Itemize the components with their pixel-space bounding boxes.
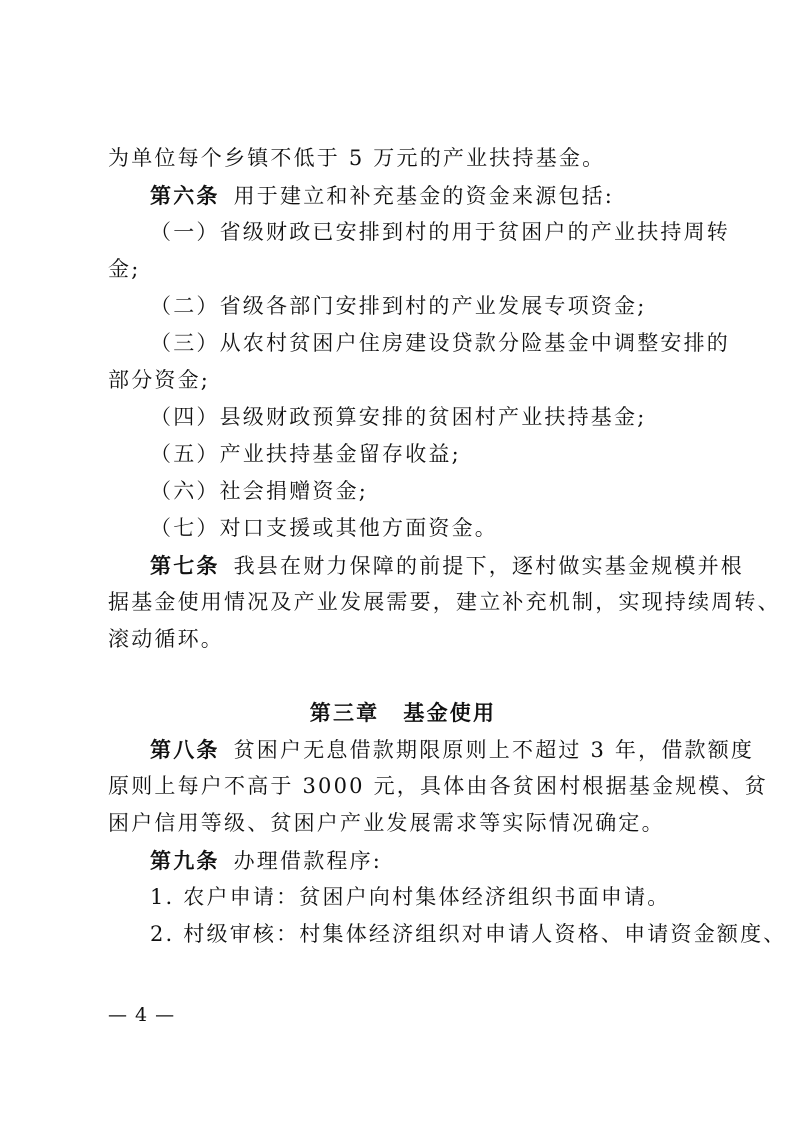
article-7-text-end: 滚动循环。	[108, 627, 224, 651]
chapter-number: 第三章	[309, 700, 380, 725]
article-9	[108, 842, 698, 879]
source-item-5: （五）产业扶持基金留存收益;	[150, 442, 461, 466]
article-9-text: 办理借款程序:	[233, 849, 383, 873]
source-item-4: （四）县级财政预算安排的贫困村产业扶持基金;	[150, 405, 647, 429]
source-item-6: （六）社会捐赠资金;	[150, 479, 369, 503]
source-item-1: （一）省级财政已安排到村的用于贫困户的产业扶持周转	[150, 220, 730, 244]
article-7	[108, 547, 745, 584]
article-8	[108, 731, 755, 768]
article-7-text: 我县在财力保障的前提下，逐村做实基金规模并根	[233, 554, 745, 578]
source-item-3: （三）从农村贫困户住房建设贷款分险基金中调整安排的	[150, 331, 730, 355]
article-7-text-cont: 据基金使用情况及产业发展需要，建立补充机制，实现持续周转、	[108, 590, 781, 614]
article-6-text: 用于建立和补充基金的资金来源包括:	[233, 184, 615, 208]
article-6	[108, 177, 698, 214]
article-9-heading: 第九条	[150, 848, 220, 873]
article-6-heading: 第六条	[150, 183, 220, 208]
article-8-heading: 第八条	[150, 737, 220, 762]
article-8-text-end: 困户信用等级、贫困户产业发展需求等实际情况确定。	[108, 811, 665, 835]
source-item-3-cont: 部分资金;	[108, 368, 211, 392]
article-8-text-cont: 原则上每户不高于 3000 元，具体由各贫困村根据基金规模、贫	[108, 774, 768, 798]
chapter-title: 基金使用	[403, 700, 497, 725]
article-7-heading: 第七条	[150, 553, 220, 578]
procedure-step-1: 1. 农户申请：贫困户向村集体经济组织书面申请。	[150, 885, 671, 909]
page-number: — 4 —	[108, 1004, 176, 1026]
document-body	[108, 140, 787, 953]
article-8-text: 贫困户无息借款期限原则上不超过 3 年，借款额度	[233, 738, 755, 762]
procedure-step-2: 2. 村级审核：村集体经济组织对申请人资格、申请资金额度、	[150, 922, 787, 946]
spacer	[108, 658, 698, 694]
source-item-1-cont: 金;	[108, 257, 141, 281]
text-line: 为单位每个乡镇不低于 5 万元的产业扶持基金。	[108, 146, 606, 170]
source-item-7: （七）对口支援或其他方面资金。	[150, 516, 498, 540]
chapter-heading	[108, 694, 698, 731]
source-item-2: （二）省级各部门安排到村的产业发展专项资金;	[150, 294, 647, 318]
